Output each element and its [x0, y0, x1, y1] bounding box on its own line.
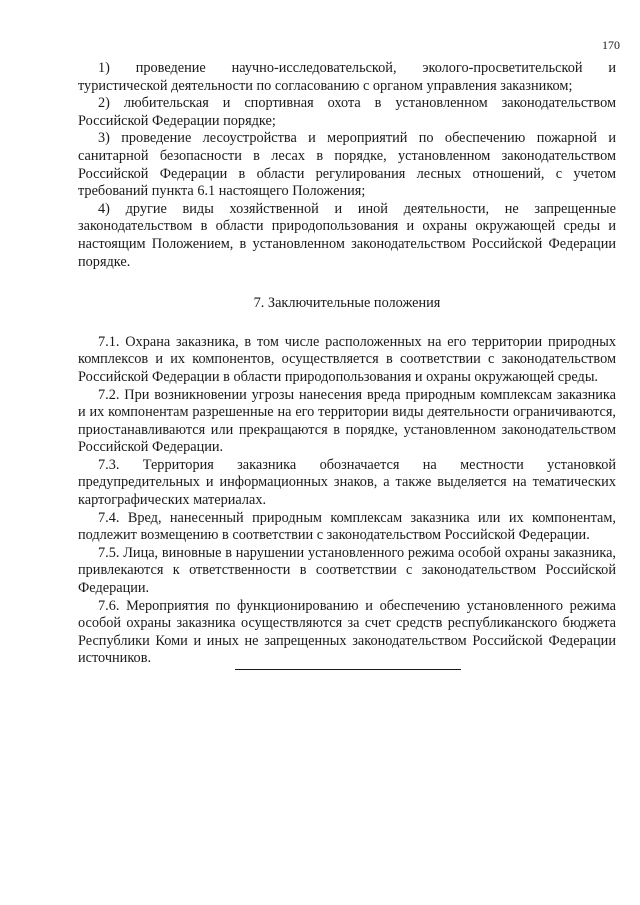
paragraph-7-2: 7.2. При возникновении угрозы нанесения вреда природным комплексам заказника и их компонентам разрешенные на его территории виды деятельности ограничиваются, приостанавливаются или прекращаются в порядке, установленном законодательством Российской Федерации. — [78, 386, 616, 456]
page-number: 170 — [602, 38, 620, 52]
paragraph-7-3: 7.3. Территория заказника обозначается на местности установкой предупредительных и информационных знаков, а также выделяется на тематических картографических материалах. — [78, 456, 616, 509]
paragraph-7-1: 7.1. Охрана заказника, в том числе расположенных на его территории природных комплексов и их компонентов, осуществляется в соответствии с законодательством Российской Федерации в области природопользования и охраны окружающей среды. — [78, 333, 616, 385]
section-title: 7. Заключительные положения — [253, 295, 441, 312]
list-item-2: 2) любительская и спортивная охота в установленном законодательством Российской Федерации порядке; — [78, 95, 616, 129]
paragraph-7-4: 7.4. Вред, нанесенный природным комплексам заказника или их компонентам, подлежит возмещению в соответствии с законодательством Российской Федерации. — [78, 509, 616, 544]
paragraph-7-5: 7.5. Лица, виновные в нарушении установленного режима особой охраны заказника, привлекаются к ответственности в соответствии с законодательством Российской Федерации. — [78, 544, 616, 597]
list-item-4: 4) другие виды хозяйственной и иной деятельности, не запрещенные законодательством в области природопользования и охраны окружающей среды и настоящим Положением, в установленном законодательством Российской Федерации порядке. — [78, 200, 616, 270]
list-item-3: 3) проведение лесоустройства и мероприятий по обеспечению пожарной и санитарной безопасности в лесах в порядке, установленном законодательством Российской Федерации в области регулирования лесных отношений, с учетом требований пункта 6.1 настоящего Положения; — [78, 130, 616, 200]
document-body — [78, 60, 616, 668]
paragraph-7-6: 7.6. Мероприятия по функционированию и обеспечению установленного режима особой охраны заказника осуществляются за счет средств республиканского бюджета Республики Коми и иных не запрещенных законодательством Российской Федерации источников. — [78, 597, 616, 667]
list-item-1: 1) проведение научно-исследовательской, эколого-просветительской и туристической деятельности по согласованию с органом управления заказником; — [78, 60, 616, 94]
end-divider-line — [235, 669, 461, 670]
